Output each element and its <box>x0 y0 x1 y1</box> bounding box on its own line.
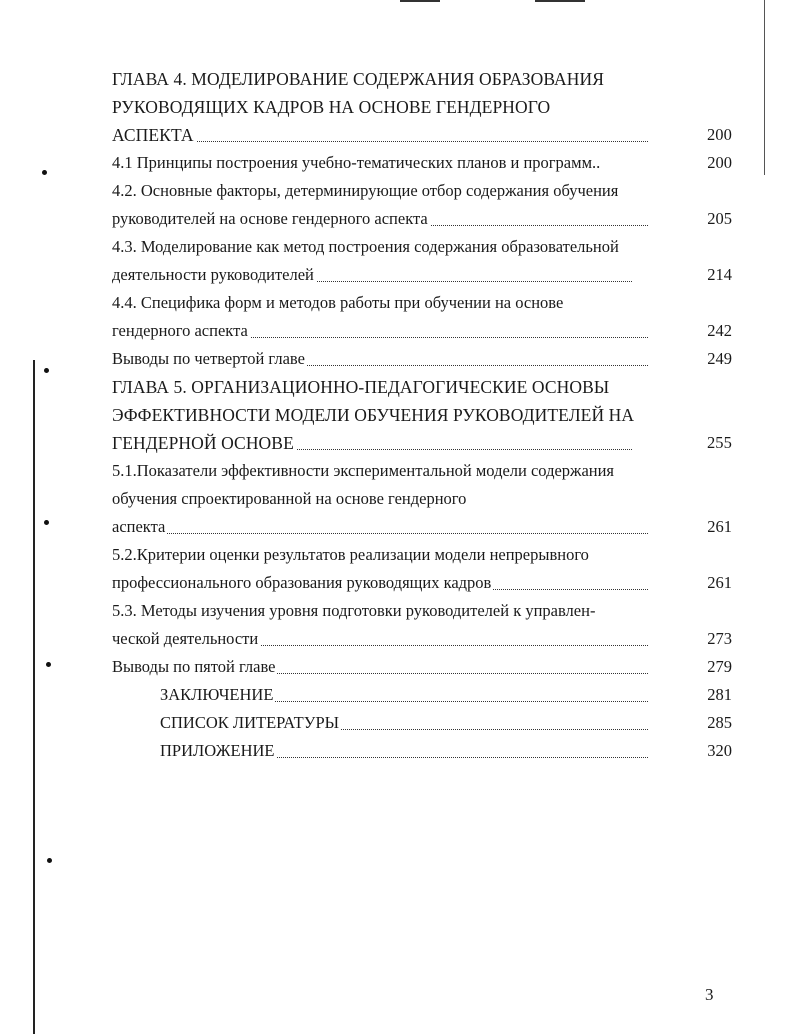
scan-artifact-top <box>400 0 440 2</box>
scan-speck <box>42 170 47 175</box>
toc-entry-4-4-cont: гендерного аспекта 242 <box>112 317 732 345</box>
scan-artifact-top <box>535 0 585 2</box>
toc-entry-4-4: 4.4. Специфика форм и методов работы при обучении на основе <box>112 293 564 312</box>
scan-edge-right <box>764 0 765 175</box>
toc-chapter-5-title-cont: ЭФФЕКТИВНОСТИ МОДЕЛИ ОБУЧЕНИЯ РУКОВОДИТЕЛЕЙ НА <box>112 405 635 425</box>
toc-chapter-4-title-cont: РУКОВОДЯЩИХ КАДРОВ НА ОСНОВЕ ГЕНДЕРНОГО <box>112 97 551 117</box>
toc-page-number: 273 <box>707 629 732 648</box>
toc-entry-5-2-cont: профессионального образования руководящих кадров 261 <box>112 569 732 597</box>
toc-page-number: 285 <box>707 713 732 732</box>
scan-speck <box>46 662 51 667</box>
toc-entry-references: СПИСОК ЛИТЕРАТУРЫ 285 <box>112 709 732 737</box>
toc-entry-appendix: ПРИЛОЖЕНИЕ 320 <box>112 737 732 765</box>
toc-page-number: 279 <box>707 657 732 676</box>
toc-entry-5-3-cont: ческой деятельности 273 <box>112 625 732 653</box>
toc-page-number: 242 <box>707 321 732 340</box>
toc-page-number: 205 <box>707 209 732 228</box>
toc-chapter-4-title: ГЛАВА 4. МОДЕЛИРОВАНИЕ СОДЕРЖАНИЯ ОБРАЗОВАНИЯ <box>112 69 605 89</box>
toc-entry-conclusions-5: Выводы по пятой главе 279 <box>112 653 732 681</box>
toc-page-number: 261 <box>707 517 732 536</box>
toc-chapter-5-title: ГЛАВА 5. ОРГАНИЗАЦИОННО-ПЕДАГОГИЧЕСКИЕ ОСНОВЫ <box>112 377 610 397</box>
toc-page-number: 281 <box>707 685 732 704</box>
toc-entry-5-1-cont: обучения спроектированной на основе гендерного <box>112 489 467 508</box>
toc-page-number: 255 <box>706 433 732 452</box>
toc-page-number: 320 <box>707 741 732 760</box>
toc-page-number: 214 <box>707 265 732 284</box>
toc-entry-conclusion: ЗАКЛЮЧЕНИЕ 281 <box>112 681 732 709</box>
scan-speck <box>44 520 49 525</box>
scan-edge-left <box>33 360 35 1034</box>
toc-entry-conclusions-4: Выводы по четвертой главе 249 <box>112 345 732 373</box>
toc-entry-4-1: 4.1 Принципы построения учебно-тематических планов и программ.. 200 <box>112 149 732 177</box>
toc-entry-5-1: 5.1.Показатели эффективности экспериментальной модели содержания <box>112 461 615 480</box>
toc-entry-5-2: 5.2.Критерии оценки результатов реализации модели непрерывного <box>112 545 589 564</box>
scan-speck <box>47 858 52 863</box>
toc-entry-4-3: 4.3. Моделирование как метод построения содержания образовательной <box>112 237 619 256</box>
toc-entry-5-3: 5.3. Методы изучения уровня подготовки руководителей к управлен- <box>112 601 596 620</box>
toc-page-number: 249 <box>707 349 732 368</box>
toc-entry-4-2-cont: руководителей на основе гендерного аспекта 205 <box>112 205 732 233</box>
scan-speck <box>44 368 49 373</box>
toc-entry-5-1-cont2: аспекта 261 <box>112 513 732 541</box>
toc-entry-4-3-cont: деятельности руководителей 214 <box>112 261 732 289</box>
page-number: 3 <box>705 985 714 1004</box>
toc-chapter-4-entry: АСПЕКТА 200 <box>112 121 732 149</box>
toc-page-number: 200 <box>707 153 732 172</box>
toc-entry-4-2: 4.2. Основные факторы, детерминирующие отбор содержания обучения <box>112 181 619 200</box>
toc-page-number: 261 <box>707 573 732 592</box>
table-of-contents <box>112 65 732 765</box>
toc-chapter-5-entry: ГЕНДЕРНОЙ ОСНОВЕ 255 <box>112 429 732 457</box>
toc-page-number: 200 <box>706 125 732 144</box>
